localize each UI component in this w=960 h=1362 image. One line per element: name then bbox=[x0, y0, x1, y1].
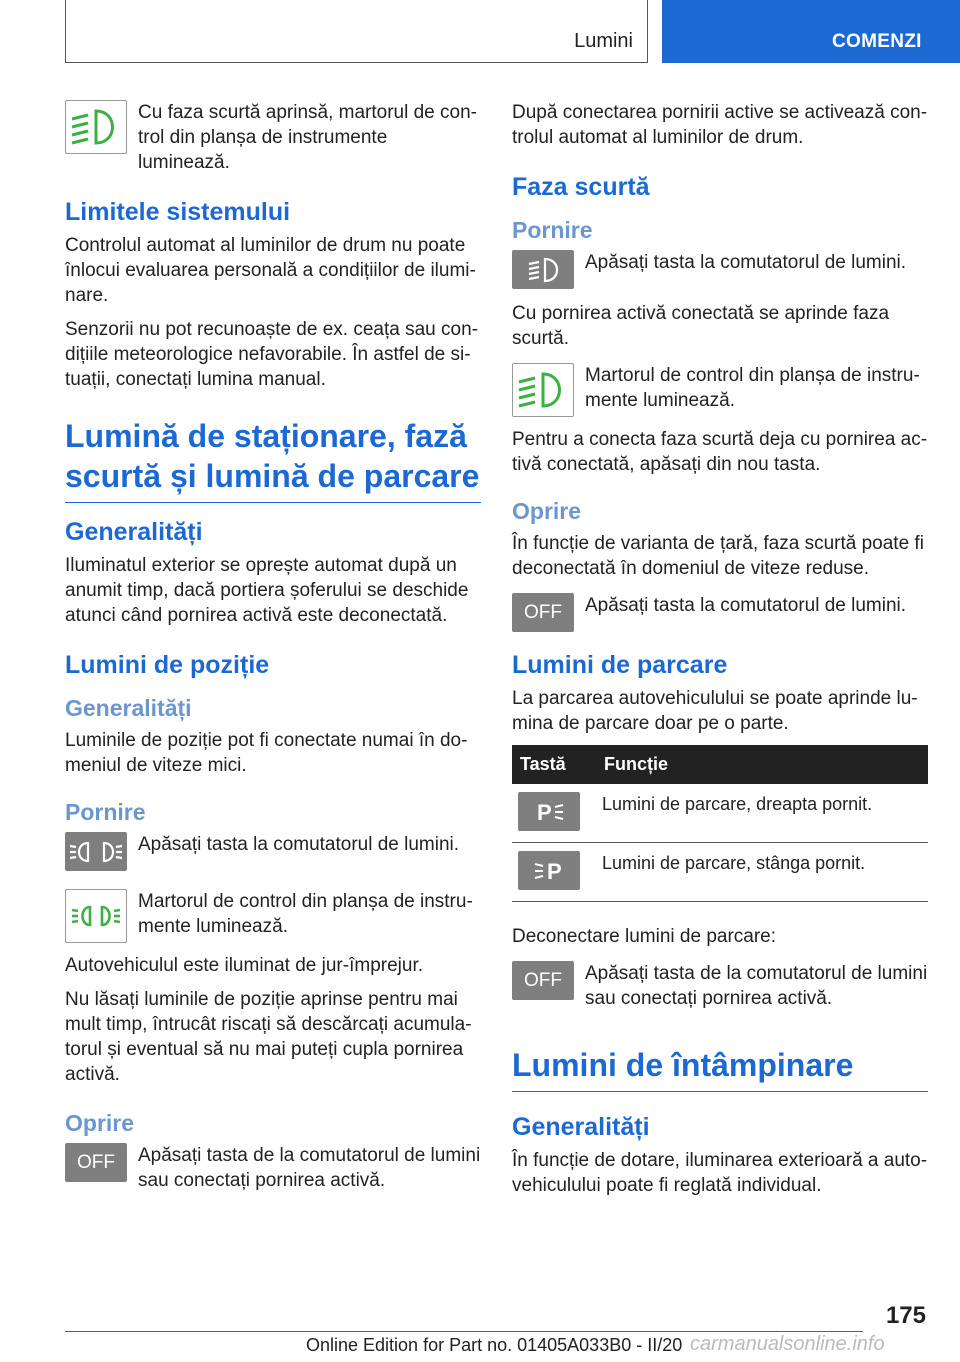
welcome-general-paragraph: În funcție de dotare, iluminarea exterioară a autovehiculului poate fi reglată individual. bbox=[512, 1150, 928, 1196]
right-column bbox=[512, 100, 928, 1207]
position-on-indicator-text: Martorul de control din planșa de instrumente luminează. bbox=[138, 891, 473, 937]
low-beam-off-press-row bbox=[512, 593, 928, 632]
position-on-indicator-row bbox=[65, 889, 481, 943]
heading-welcome-lights: Lumini de întâmpinare bbox=[512, 1047, 854, 1083]
low-beam-on-press-row bbox=[512, 250, 928, 289]
low-beam-indicator-text: Cu faza scurtă aprinsă, martorul de control din planșa de instrumente luminează. bbox=[138, 102, 477, 173]
off-key-icon: OFF bbox=[65, 1143, 127, 1182]
table-cell-function: Lumini de parcare, stânga pornit. bbox=[596, 843, 928, 902]
heading-parking-lights: Lumini de parcare bbox=[512, 651, 728, 679]
position-general-paragraph: Luminile de poziție pot fi conectate numai în domeniul de viteze mici. bbox=[65, 730, 468, 776]
footer-edition: Online Edition for Part no. 01405A033B0 - II/20 bbox=[306, 1335, 683, 1355]
low-beam-key-icon bbox=[512, 250, 574, 289]
table-header-key: Tastă bbox=[512, 745, 596, 784]
low-beam-active-paragraph: Cu pornirea activă conectată se aprinde faza scurtă. bbox=[512, 303, 890, 349]
footer-rule bbox=[65, 1331, 863, 1332]
limits-paragraph-2: Senzorii nu pot recunoaște de ex. ceața sau condițiile meteorologice nefavorabile. În astfel de situații, conectați lumina manual. bbox=[65, 319, 478, 390]
general-paragraph: Iluminatul exterior se oprește automat după un anumit timp, dacă portiera șoferului se deschide atunci când pornirea activă este deconectată. bbox=[65, 555, 469, 626]
off-key-icon-right: OFF bbox=[512, 593, 574, 632]
table-row bbox=[512, 784, 928, 843]
position-warning-paragraph: Nu lăsați luminile de poziție aprinse pentru mai mult timp, întrucât riscați să descărcați acumulatorul și eventual să nu mai puteți cupla pornirea activă. bbox=[65, 989, 472, 1085]
heading-parking-low-beam: Lumină de staționare, fază scurtă și lumină de parcare bbox=[65, 418, 480, 494]
low-beam-indicator-icon-right bbox=[512, 363, 574, 417]
heading-system-limits: Limitele sistemului bbox=[65, 198, 291, 226]
header-section-box bbox=[65, 0, 648, 63]
header-tab-label: COMENZI bbox=[832, 31, 922, 52]
parking-off-press-row bbox=[512, 961, 928, 1011]
table-header-row bbox=[512, 745, 928, 784]
low-beam-indicator-icon bbox=[65, 100, 127, 154]
watermark: carmanualsonline.info bbox=[690, 1333, 885, 1355]
parking-off-paragraph: Deconectare lumini de parcare: bbox=[512, 926, 777, 947]
page-number: 175 bbox=[885, 1302, 926, 1329]
subheading-on: Pornire bbox=[65, 799, 146, 825]
table-cell-key bbox=[512, 843, 596, 902]
low-beam-indicator-row bbox=[65, 100, 481, 175]
parking-paragraph: La parcarea autovehiculului se poate aprinde lumina de parcare doar pe o parte. bbox=[512, 688, 918, 734]
position-lit-paragraph: Autovehiculul este iluminat de jur-împrejur. bbox=[65, 955, 424, 976]
heading-low-beam: Faza scurtă bbox=[512, 173, 650, 201]
table-cell-key bbox=[512, 784, 596, 843]
heading-rule-right bbox=[512, 1091, 928, 1092]
subheading-general: Generalități bbox=[65, 695, 192, 721]
auto-control-paragraph: După conectarea pornirii active se activează controlul automat al luminilor de drum. bbox=[512, 102, 928, 148]
table-header-function: Funcție bbox=[596, 745, 928, 784]
parking-right-key-letter: P bbox=[537, 799, 552, 825]
header-tab[interactable] bbox=[662, 0, 960, 63]
parking-left-key-icon bbox=[518, 851, 580, 890]
heading-rule bbox=[65, 502, 481, 503]
position-light-key-icon bbox=[65, 832, 127, 871]
low-beam-on-indicator-row bbox=[512, 363, 928, 417]
position-on-press-row bbox=[65, 832, 481, 871]
parking-off-press-text: Apăsați tasta de la comutatorul de lumini sau conectați pornirea activă. bbox=[585, 963, 928, 1009]
parking-left-key-letter: P bbox=[547, 858, 562, 884]
low-beam-already-paragraph: Pentru a conecta faza scurtă deja cu pornirea activă conectată, apăsați din nou tasta. bbox=[512, 429, 928, 475]
heading-general-right: Generalități bbox=[512, 1113, 650, 1141]
low-beam-on-press-text: Apăsați tasta la comutatorul de lumini. bbox=[585, 252, 907, 273]
low-beam-off-press-text: Apăsați tasta la comutatorul de lumini. bbox=[585, 595, 907, 616]
off-key-icon-parking: OFF bbox=[512, 961, 574, 1000]
heading-general: Generalități bbox=[65, 518, 203, 546]
limits-paragraph-1: Controlul automat al luminilor de drum nu poate înlocui evaluarea personală a condițiilor de iluminare. bbox=[65, 235, 476, 306]
subheading-off-right: Oprire bbox=[512, 498, 582, 524]
table-cell-function: Lumini de parcare, dreapta pornit. bbox=[596, 784, 928, 843]
parking-right-key-icon bbox=[518, 792, 580, 831]
low-beam-country-paragraph: În funcție de varianta de țară, faza scurtă poate fi deconectată în domeniul de viteze reduse. bbox=[512, 533, 924, 579]
subheading-on-right: Pornire bbox=[512, 217, 593, 243]
position-light-indicator-icon bbox=[65, 889, 127, 943]
position-on-press-text: Apăsați tasta la comutatorul de lumini. bbox=[138, 834, 460, 855]
position-off-press-text: Apăsați tasta de la comutatorul de lumini sau conectați pornirea activă. bbox=[138, 1145, 481, 1191]
position-off-press-row bbox=[65, 1143, 481, 1193]
table-row bbox=[512, 843, 928, 902]
left-column bbox=[65, 100, 481, 1203]
parking-lights-table bbox=[512, 745, 928, 902]
heading-position-lights: Lumini de poziție bbox=[65, 651, 270, 679]
low-beam-on-indicator-text: Martorul de control din planșa de instrumente luminează. bbox=[585, 365, 920, 411]
header-section-title: Lumini bbox=[574, 30, 633, 52]
subheading-off: Oprire bbox=[65, 1110, 135, 1136]
